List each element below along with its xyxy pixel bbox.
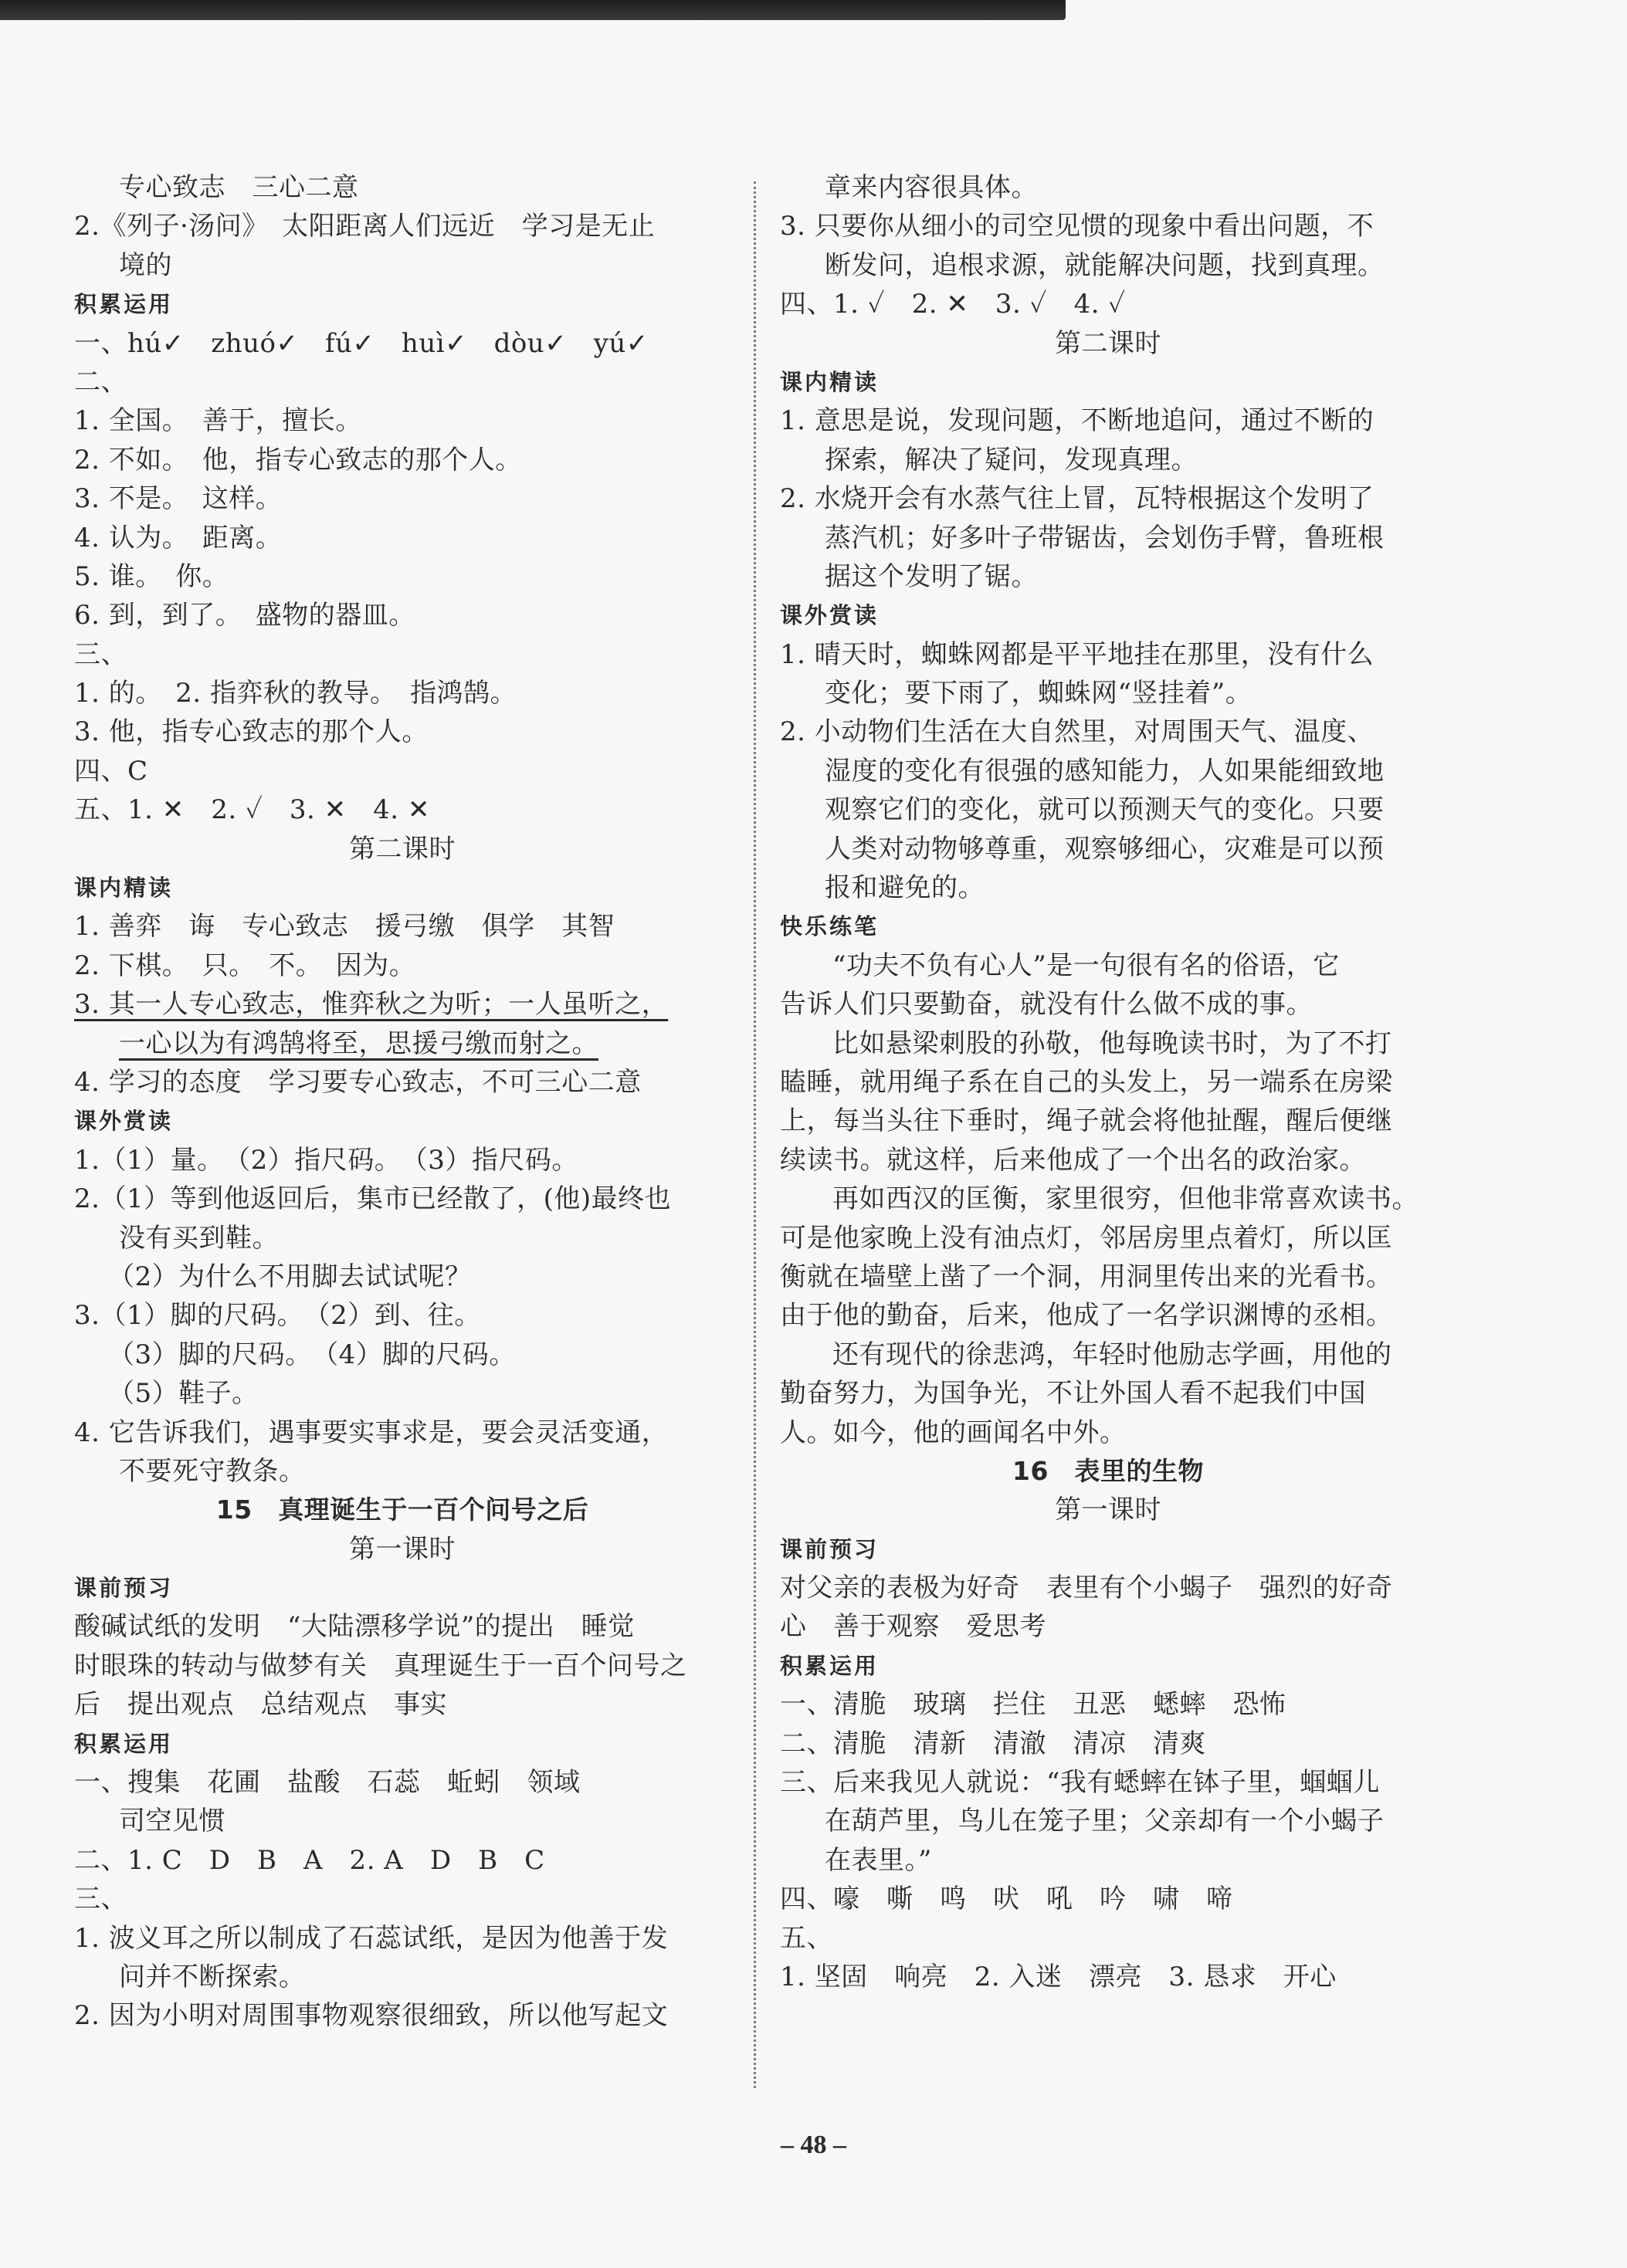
answer-line: 勤奋努力，为国争光，不让外国人看不起我们中国 <box>780 1378 1366 1410</box>
section-heading: 课外赏读 <box>780 602 880 629</box>
answer-line: 3. 他，指专心致志的那个人。 <box>74 716 429 748</box>
answer-line: 1. 波义耳之所以制成了石蕊试纸，是因为他善于发 <box>74 1922 669 1954</box>
answer-line: 一、清脆 玻璃 拦住 丑恶 蟋蟀 恐怖 <box>780 1689 1286 1721</box>
paragraph-line: 比如悬梁刺股的孙敬，他每晚读书时，为了不打 <box>832 1027 1392 1059</box>
answer-line: 衡就在墙壁上凿了一个洞，用洞里传出来的光看书。 <box>780 1261 1393 1292</box>
section-heading: 课外赏读 <box>74 1108 174 1135</box>
paragraph-line: 再如西汉的匡衡，家里很穷，但他非常喜欢读书。 <box>832 1183 1419 1215</box>
answer-line: 2. 水烧开会有水蒸气往上冒，瓦特根据这个发明了 <box>780 483 1374 515</box>
answer-line: 4. 认为。 距离。 <box>74 522 283 553</box>
section-heading: 课内精读 <box>74 875 174 902</box>
lesson-period-heading: 第二课时 <box>349 833 456 865</box>
answer-line: 2.《列子·汤问》 太阳距离人们远近 学习是无止 <box>74 211 656 242</box>
answer-line: 断发问，追根求源，就能解决问题，找到真理。 <box>825 249 1385 281</box>
answer-line: 没有买到鞋。 <box>119 1222 279 1254</box>
answer-line: 二、1. C D B A 2. A D B C <box>74 1844 545 1876</box>
answer-line: 1. 坚固 响亮 2. 入迷 漂亮 3. 恳求 开心 <box>780 1961 1337 1992</box>
answer-line: 对父亲的表极为好奇 表里有个小蝎子 强烈的好奇 <box>780 1572 1393 1604</box>
answer-line: 三、后来我见人就说：“我有蟋蟀在钵子里，蝈蝈儿 <box>780 1767 1380 1799</box>
lesson-period-heading: 第一课时 <box>1055 1495 1161 1526</box>
answer-line: 问并不断探索。 <box>119 1961 306 1992</box>
answer-line: 三、 <box>74 638 127 670</box>
column-divider <box>754 181 756 2088</box>
answer-line: 章来内容很具体。 <box>825 172 1038 203</box>
answer-line: 时眼珠的转动与做梦有关 真理诞生于一百个问号之 <box>74 1650 687 1681</box>
answer-line: 境的 <box>119 249 172 281</box>
answer-line: 续读书。就这样，后来他成了一个出名的政治家。 <box>780 1144 1366 1176</box>
answer-line: 变化；要下雨了，蜘蛛网“竖挂着”。 <box>825 678 1252 709</box>
answer-line: 4. 它告诉我们，遇事要实事求是，要会灵活变通， <box>74 1417 669 1448</box>
answer-line: （5）鞋子。 <box>108 1378 259 1410</box>
section-heading: 积累运用 <box>74 291 174 318</box>
answer-line: 1. 善弈 诲 专心致志 援弓缴 俱学 其智 <box>74 911 615 943</box>
answer-line: 四、C <box>74 755 148 787</box>
answer-column-right <box>780 168 1436 1996</box>
answer-line: 四、1. ✓ 2. ✕ 3. ✓ 4. ✓ <box>780 289 1126 320</box>
answer-line: 后 提出观点 总结观点 事实 <box>74 1689 447 1721</box>
answer-line: 3.（1）脚的尺码。 （2）到、往。 <box>74 1300 481 1332</box>
lesson-title: 15 真理诞生于一百个问号之后 <box>215 1495 589 1525</box>
answer-line: 司空见惯 <box>119 1806 225 1837</box>
answer-line: 二、清脆 清新 清澈 清凉 清爽 <box>780 1728 1206 1759</box>
answer-line: 报和避免的。 <box>825 872 985 904</box>
answer-line: 观察它们的变化，就可以预测天气的变化。只要 <box>825 794 1385 826</box>
answer-line: 2. 下棋。 只。 不。 因为。 <box>74 950 416 981</box>
answer-line: 不要死守教条。 <box>119 1455 306 1487</box>
answer-line: 在表里。” <box>825 1844 932 1876</box>
answer-line: 四、嚎 嘶 鸣 吠 吼 吟 啸 啼 <box>780 1884 1233 1915</box>
answer-line: 二、 <box>74 366 127 398</box>
section-heading: 快乐练笔 <box>780 913 880 940</box>
answer-line: 1. 晴天时，蜘蛛网都是平平地挂在那里，没有什么 <box>780 638 1374 670</box>
lesson-period-heading: 第二课时 <box>1055 327 1161 359</box>
answer-line: 上，每当头往下垂时，绳子就会将他扯醒，醒后便继 <box>780 1105 1393 1137</box>
answer-line: 5. 谁。 你。 <box>74 560 229 592</box>
section-heading: 课内精读 <box>780 368 880 395</box>
answer-line: 人类对动物够尊重，观察够细心，灾难是可以预 <box>825 833 1385 865</box>
answer-column-left <box>74 168 730 2036</box>
answer-line: 3. 不是。 这样。 <box>74 483 283 515</box>
answer-line: 瞌睡，就用绳子系在自己的头发上，另一端系在房梁 <box>780 1066 1393 1098</box>
section-heading: 积累运用 <box>74 1730 174 1757</box>
section-heading: 课前预习 <box>74 1575 174 1602</box>
top-black-bar <box>0 0 1066 20</box>
answer-line: 一、搜集 花圃 盐酸 石蕊 蚯蚓 领域 <box>74 1767 581 1799</box>
answer-line: 1.（1）量。 （2）指尺码。 （3）指尺码。 <box>74 1144 578 1176</box>
answer-line: 2. 不如。 他，指专心致志的那个人。 <box>74 444 522 476</box>
answer-line: 五、 <box>780 1922 833 1954</box>
lesson-title: 16 表里的生物 <box>1012 1455 1204 1486</box>
paragraph-line: “功夫不负有心人”是一句很有名的俗语，它 <box>832 950 1340 981</box>
answer-line: 3. 其一人专心致志，惟弈秋之为听；一人虽听之， <box>74 989 669 1021</box>
answer-line: 三、 <box>74 1884 127 1915</box>
answer-line: 2. 小动物们生活在大自然里，对周围天气、温度、 <box>780 716 1374 748</box>
answer-line: 专心致志 三心二意 <box>119 172 359 203</box>
answer-line: 一、hú✓ zhuó✓ fú✓ huì✓ dòu✓ yú✓ <box>74 327 649 359</box>
answer-line: 2.（1）等到他返回后，集市已经散了，(他)最终也 <box>74 1183 672 1215</box>
answer-line: 告诉人们只要勤奋，就没有什么做不成的事。 <box>780 989 1313 1021</box>
paragraph-line: 还有现代的徐悲鸿，年轻时他励志学画，用他的 <box>832 1339 1392 1370</box>
answer-line: （3）脚的尺码。 （4）脚的尺码。 <box>108 1339 516 1370</box>
answer-line: 酸碱试纸的发明 “大陆漂移学说”的提出 睡觉 <box>74 1611 635 1643</box>
answer-line: 人。如今，他的画闻名中外。 <box>780 1417 1127 1448</box>
section-heading: 课前预习 <box>780 1535 880 1562</box>
answer-line: 五、1. ✕ 2. ✓ 3. ✕ 4. ✕ <box>74 794 430 826</box>
answer-line: 探索，解决了疑问，发现真理。 <box>825 444 1198 476</box>
answer-line: 1. 全国。 善于，擅长。 <box>74 405 362 437</box>
answer-line: 一心以为有鸿鹄将至，思援弓缴而射之。 <box>119 1027 598 1059</box>
answer-line: 可是他家晚上没有油点灯，邻居房里点着灯，所以匡 <box>780 1222 1393 1254</box>
answer-line: 心 善于观察 爱思考 <box>780 1611 1046 1643</box>
answer-line: 3. 只要你从细小的司空见惯的现象中看出问题，不 <box>780 211 1374 242</box>
answer-line: 在葫芦里，鸟儿在笼子里；父亲却有一个小蝎子 <box>825 1806 1385 1837</box>
answer-line: （2）为什么不用脚去试试呢？ <box>108 1261 472 1292</box>
answer-line: 湿度的变化有很强的感知能力，人如果能细致地 <box>825 755 1385 787</box>
answer-line: 6. 到，到了。 盛物的器皿。 <box>74 600 415 631</box>
answer-line: 蒸汽机；好多叶子带锯齿，会划伤手臂，鲁班根 <box>825 522 1385 553</box>
page-number: – 48 – <box>781 2131 846 2159</box>
answer-line: 1. 意思是说，发现问题，不断地追问，通过不断的 <box>780 405 1374 437</box>
lesson-period-heading: 第一课时 <box>349 1533 456 1565</box>
answer-line: 1. 的。 2. 指弈秋的教导。 指鸿鹄。 <box>74 678 517 709</box>
answer-line: 4. 学习的态度 学习要专心致志，不可三心二意 <box>74 1066 642 1098</box>
answer-line: 2. 因为小明对周围事物观察很细致，所以他写起文 <box>74 2000 669 2032</box>
answer-line: 据这个发明了锯。 <box>825 560 1038 592</box>
answer-line: 由于他的勤奋，后来，他成了一名学识渊博的丞相。 <box>780 1300 1393 1332</box>
section-heading: 积累运用 <box>780 1652 880 1679</box>
